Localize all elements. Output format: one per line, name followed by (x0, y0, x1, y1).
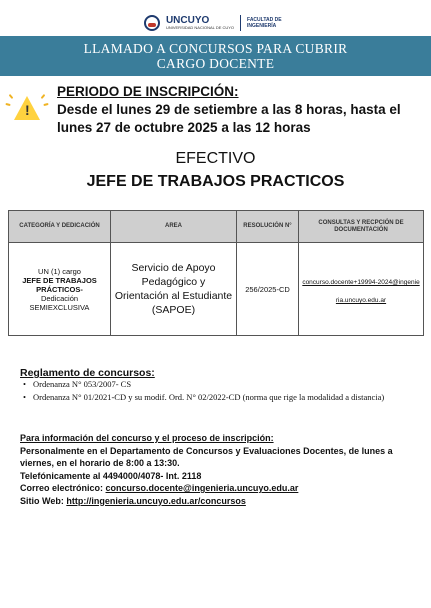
contact-email-link[interactable]: concurso.docente+19994-2024@ingenieria.uncuyo.edu.ar (302, 279, 420, 304)
warning-icon: ! (6, 90, 50, 132)
info-phone: Telefónicamente al 4494000/4078- Int. 2118 (20, 470, 202, 481)
position-type: EFECTIVO (175, 150, 256, 167)
info-web-line (20, 495, 420, 508)
period-dates: Desde el lunes 29 de setiembre a las 8 horas, hasta el lunes 27 de octubre 2025 a las 12 horas (57, 102, 401, 135)
logo-left-text: UNCUYO (165, 15, 210, 26)
regulation-list (20, 378, 420, 404)
positions-table (8, 210, 424, 336)
regulation-title: Reglamento de concursos: (20, 367, 155, 379)
header-category: CATEGORÍA Y DEDICACIÓN (9, 211, 111, 243)
contact-info (20, 432, 420, 507)
info-title: Para información del concurso y el proceso de inscripción: (20, 433, 274, 443)
title-banner (0, 36, 431, 76)
uncuyo-logo-icon (144, 15, 160, 31)
category-dedication: Dedicación SEMIEXCLUSIVA (29, 293, 90, 312)
header-resolution: RESOLUCIÓN N° (237, 211, 299, 243)
banner-line-1: LLAMADO A CONCURSOS PARA CUBRIR (83, 41, 348, 56)
list-item: • Ordenanza N° 01/2021-CD y su modif. Ord. N° 02/2022-CD (norma que rige la modalidad a distancia) (20, 391, 420, 404)
position-name: JEFE DE TRABAJOS PRACTICOS (86, 173, 345, 190)
uncuyo-logo-text (166, 16, 234, 30)
table-row (9, 243, 424, 336)
category-name: JEFE DE TRABAJOS PRÁCTICOS- (22, 275, 97, 294)
list-item: • Ordenanza N° 053/2007- CS (20, 378, 420, 391)
inscription-period (57, 83, 427, 137)
logo-left-subtext: UNIVERSIDAD NACIONAL DE CUYO (165, 25, 235, 30)
info-email-line (20, 482, 420, 495)
table-header-row (9, 211, 424, 243)
faculty-logo-text: FACULTAD DE INGENIERÍA (247, 17, 282, 29)
email-label: Correo electrónico: (20, 483, 106, 493)
banner-line-2: CARGO DOCENTE (156, 56, 275, 71)
info-in-person: Personalmente en el Departamento de Concursos y Evaluaciones Docentes, de lunes a viernes, en el horario de 8:00 a 13:30. (20, 445, 393, 468)
cell-area: Servicio de Apoyo Pedagógico y Orientación al Estudiante (SAPOE) (111, 243, 237, 336)
web-link[interactable]: http://ingenieria.uncuyo.edu.ar/concursos (66, 495, 246, 506)
header-area: AREA (111, 211, 237, 243)
header-contact: CONSULTAS Y RECPCIÓN DE DOCUMENTACIÓN (299, 211, 424, 243)
logo-divider (240, 15, 241, 31)
email-link[interactable]: concurso.docente@ingenieria.uncuyo.edu.ar (105, 483, 299, 493)
cell-contact (299, 243, 424, 336)
cell-category (9, 243, 111, 336)
web-label: Sitio Web: (20, 495, 67, 506)
cell-resolution: 256/2025-CD (237, 243, 299, 336)
category-count: UN (1) cargo (38, 266, 81, 276)
period-title: PERIODO DE INSCRIPCIÓN: (57, 84, 239, 99)
logo-bar (0, 10, 431, 36)
